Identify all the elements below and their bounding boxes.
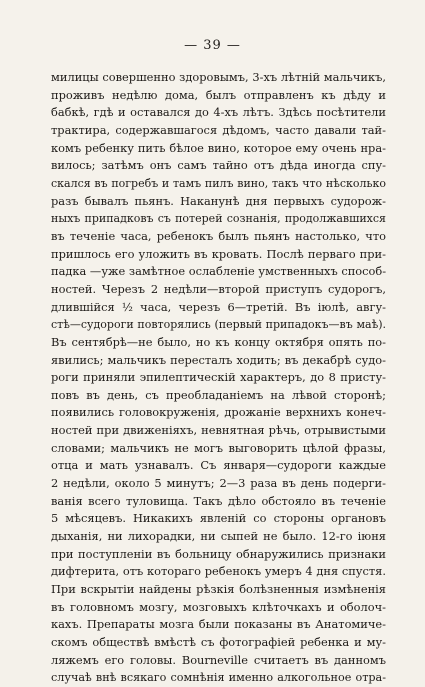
text-line: кахъ. Препараты мозга были показаны въ Анатомиче- bbox=[51, 617, 386, 632]
text-line: явились; мальчикъ пересталъ ходить; въ декабрѣ судо- bbox=[51, 352, 386, 367]
text-line: Въ сентябрѣ—не было, но къ концу октября опять по- bbox=[51, 334, 386, 349]
text-line: ныхъ припадковъ съ потерей сознанія, продолжавшихся bbox=[51, 212, 386, 226]
text-line: стѣ—судороги повторялись (первый припадокъ—въ маѣ). bbox=[51, 318, 386, 332]
text-line: 2 недѣли, около 5 минутъ; 2—3 раза въ день подерги- bbox=[51, 476, 386, 491]
text-line: комъ ребенку пить бѣлое вино, которое ему очень нра- bbox=[51, 140, 386, 155]
text-line: скомъ обществѣ вмѣстѣ съ фотографіей ребенка и му- bbox=[51, 635, 386, 649]
text-line: 5 мѣсяцевъ. Никакихъ явленій со стороны органовъ bbox=[51, 511, 386, 526]
text-line: отца и мать узнавалъ. Съ января—судороги каждые bbox=[51, 458, 386, 473]
text-line: При вскрытіи найдены рѣзкія болѣзненныя измѣненія bbox=[51, 582, 386, 597]
text-line: длившійся ½ часа, черезъ 6—третій. Въ іюлѣ, авгу- bbox=[51, 299, 386, 314]
text-line: ностей при движеніяхъ, невнятная рѣчь, отрывистыми bbox=[51, 423, 386, 438]
text-line: разъ бывалъ пьянъ. Наканунѣ дня первыхъ судорож- bbox=[51, 193, 386, 208]
text-line: дифтерита, отъ котораго ребенокъ умеръ 4 дня спустя. bbox=[51, 564, 386, 579]
text-line: скался въ погребъ и тамъ пилъ вино, такъ что нѣсколько bbox=[51, 176, 386, 190]
text-line: ляжемъ его головы. Bourneville считаетъ въ данномъ bbox=[51, 652, 386, 667]
text-line: проживъ недѣлю дома, былъ отправленъ къ дѣду и bbox=[51, 87, 386, 102]
text-line: трактира, содержавшагося дѣдомъ, часто давали тай- bbox=[51, 122, 386, 137]
text-line: появились головокруженія, дрожаніе верхнихъ конеч- bbox=[51, 405, 386, 420]
text-line: дыханія, ни лихорадки, ни сыпей не было. 12-го іюня bbox=[51, 529, 386, 544]
text-line: ностей. Черезъ 2 недѣли—второй приступъ судорогъ, bbox=[51, 281, 386, 296]
text-line: словами; мальчикъ не могъ выговорить цѣлой фразы, bbox=[51, 440, 386, 455]
text-line: вилось; затѣмъ онъ самъ тайно отъ дѣда иногда спу- bbox=[51, 158, 386, 173]
text-line: случаѣ внѣ всякаго сомнѣнія именно алкогольное отра- bbox=[51, 671, 386, 685]
text-line: въ головномъ мозгу, мозговыхъ клѣточкахъ и оболоч- bbox=[51, 599, 386, 614]
text-line: ванія всего туловища. Такъ дѣло обстояло въ теченіе bbox=[51, 493, 386, 508]
text-line: въ теченіе часа, ребенокъ былъ пьянъ настолько, что bbox=[51, 228, 386, 243]
text-line: милицы совершенно здоровымъ, 3-хъ лѣтній мальчикъ, bbox=[51, 70, 386, 84]
page-number: — 39 — bbox=[184, 38, 241, 53]
text-line: повъ въ день, съ преобладаніемъ на лѣвой сторонѣ; bbox=[51, 387, 386, 402]
text-line: пришлось его уложить въ кровать. Послѣ перваго при- bbox=[51, 246, 386, 261]
text-line: бабкѣ, гдѣ и оставался до 4-хъ лѣтъ. Здѣсь посѣтители bbox=[51, 105, 386, 120]
text-line: при поступленіи въ больницу обнаружились признаки bbox=[51, 546, 386, 561]
text-line: роги приняли эпилептическій характеръ, до 8 присту- bbox=[51, 370, 386, 385]
body-text bbox=[51, 69, 386, 687]
text-line: падка —уже замѣтное ослабленіе умственныхъ способ- bbox=[51, 264, 386, 279]
